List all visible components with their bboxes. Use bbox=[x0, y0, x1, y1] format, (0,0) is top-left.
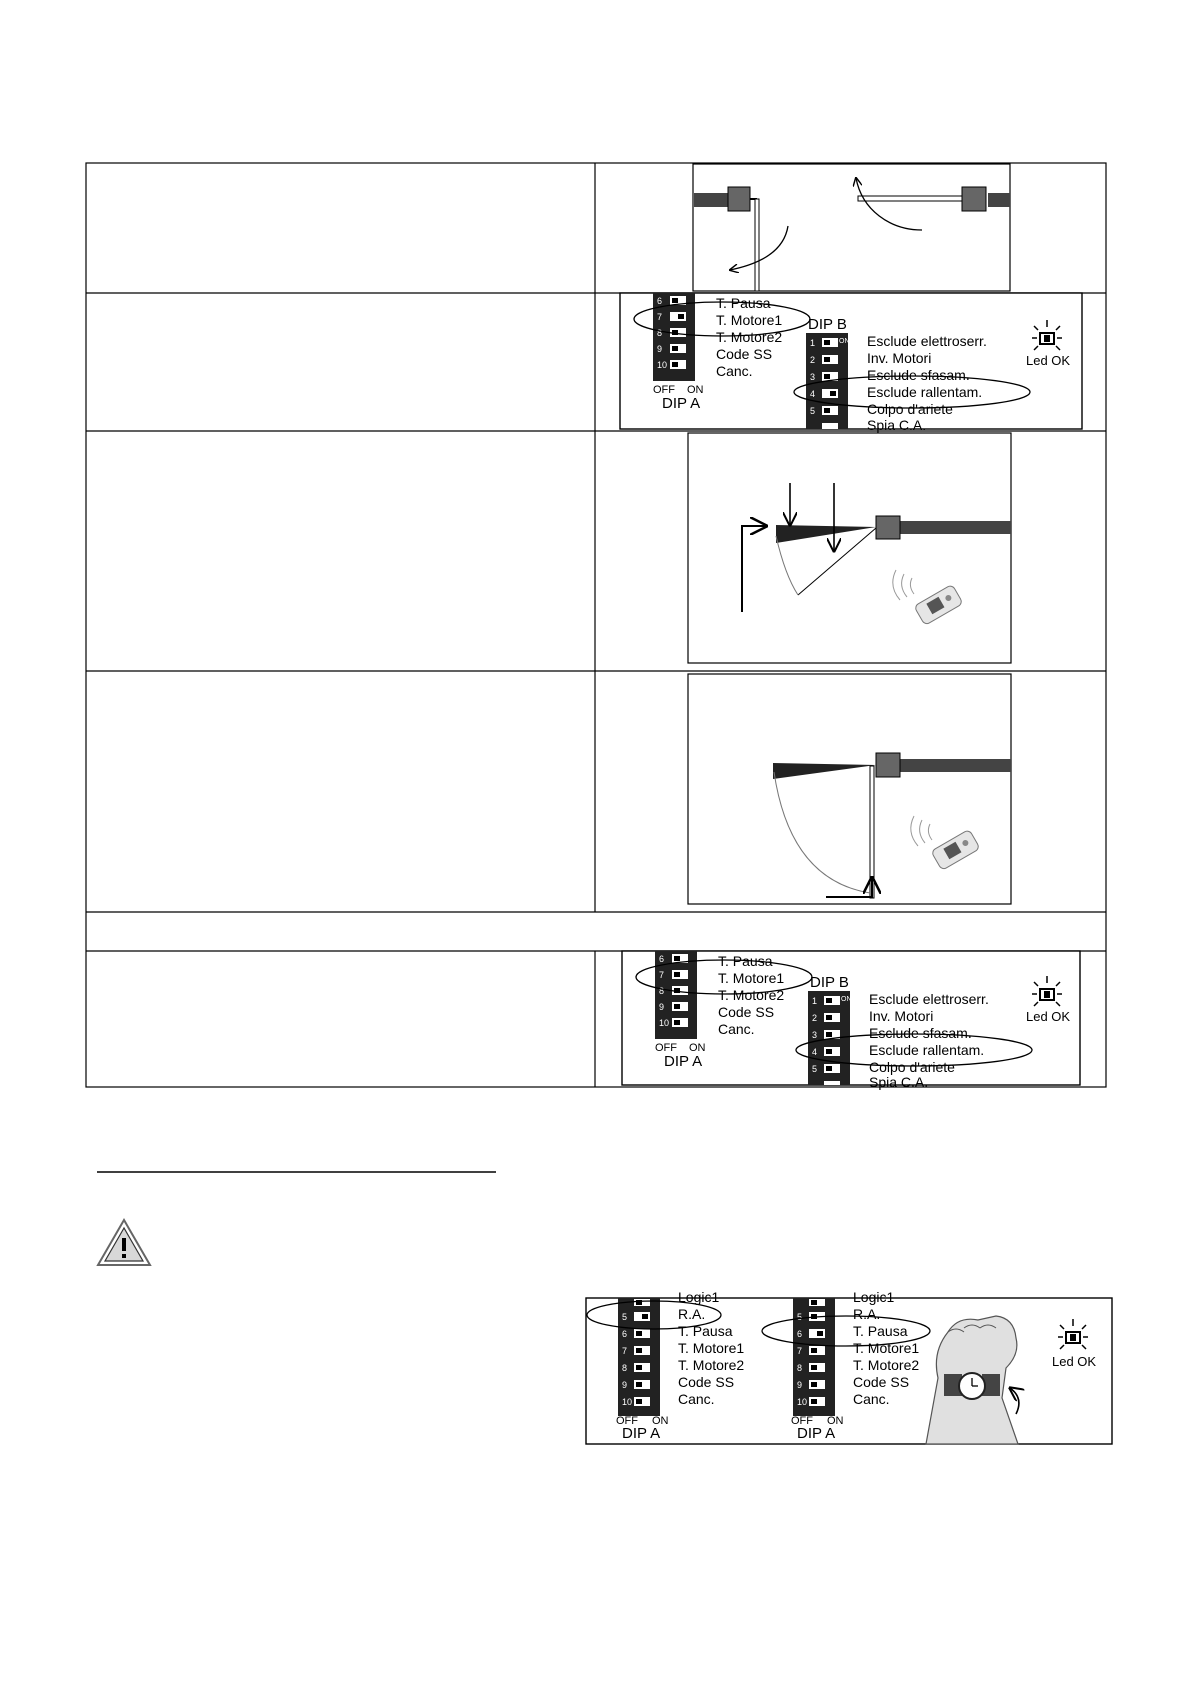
dip-num: 5 bbox=[622, 1312, 628, 1322]
dip-label: T. Pausa bbox=[853, 1323, 908, 1339]
dip-num: 8 bbox=[622, 1363, 628, 1373]
dip-label: Canc. bbox=[718, 1021, 755, 1037]
dip-num: 3 bbox=[812, 1030, 818, 1040]
on-label: ON bbox=[652, 1415, 669, 1427]
dip-num: 6 bbox=[657, 296, 663, 306]
dip-label: Logic1 bbox=[678, 1289, 720, 1305]
dip-label: T. Pausa bbox=[718, 953, 773, 969]
dip-label: T. Motore2 bbox=[853, 1357, 920, 1373]
dip-label: T. Motore1 bbox=[716, 312, 783, 328]
dip-num: 8 bbox=[797, 1363, 803, 1373]
dip-label: Canc. bbox=[678, 1391, 715, 1407]
gate-opening-diagram bbox=[693, 164, 1010, 291]
dip-label: T. Motore1 bbox=[853, 1340, 920, 1356]
warning-triangle-icon bbox=[98, 1220, 150, 1265]
dip-num: 5 bbox=[797, 1312, 803, 1322]
dip-num: 9 bbox=[657, 344, 663, 354]
dip-num: 8 bbox=[657, 328, 663, 338]
dip-label: Canc. bbox=[853, 1391, 890, 1407]
dip-num: 6 bbox=[659, 954, 665, 964]
dip-label: Code SS bbox=[853, 1374, 910, 1390]
dip-label: T. Motore2 bbox=[718, 987, 785, 1003]
dip-label: Inv. Motori bbox=[867, 350, 932, 366]
dip-num: 1 bbox=[812, 996, 818, 1006]
dip-a-title: DIP A bbox=[797, 1425, 836, 1442]
dip-num: 7 bbox=[797, 1346, 803, 1356]
led-ok-label: Led OK bbox=[1026, 1009, 1071, 1024]
dip-label: T. Motore2 bbox=[716, 329, 783, 345]
dip-num: 5 bbox=[810, 406, 816, 416]
dip-num: 7 bbox=[659, 970, 665, 980]
dip-a-title: DIP A bbox=[664, 1053, 703, 1070]
dip-a-title: DIP A bbox=[662, 395, 701, 412]
dip-num: 4 bbox=[812, 1047, 818, 1057]
on-label: ON bbox=[827, 1415, 844, 1427]
dip-b-title: DIP B bbox=[808, 316, 847, 333]
dip-num: 10 bbox=[622, 1397, 633, 1407]
dip-b-title: DIP B bbox=[810, 974, 849, 991]
on-mark: ON bbox=[839, 338, 850, 345]
led-ok-label: Led OK bbox=[1052, 1354, 1097, 1369]
dip-label: Code SS bbox=[718, 1004, 775, 1020]
dip-num: 2 bbox=[810, 355, 816, 365]
dip-panel-2 bbox=[622, 951, 1080, 1090]
dip-num: 10 bbox=[797, 1397, 808, 1407]
dip-num: 7 bbox=[622, 1346, 628, 1356]
led-ok-label: Led OK bbox=[1026, 353, 1071, 368]
dip-num: 5 bbox=[812, 1064, 818, 1074]
on-label: ON bbox=[687, 384, 704, 396]
dip-label: Esclude sfasam. bbox=[867, 367, 970, 383]
dip-num: 2 bbox=[812, 1013, 818, 1023]
on-mark: ON bbox=[841, 996, 852, 1003]
dip-num: 6 bbox=[622, 1329, 628, 1339]
gate-closing-diagram-1 bbox=[688, 433, 1011, 663]
dip-num: 9 bbox=[659, 1002, 665, 1012]
off-label: OFF bbox=[655, 1042, 677, 1054]
dip-panel-1 bbox=[620, 293, 1082, 433]
dip-label: T. Pausa bbox=[716, 295, 771, 311]
dip-label: Code SS bbox=[716, 346, 773, 362]
dip-label: Esclude rallentam. bbox=[867, 384, 983, 400]
dip-num: 10 bbox=[659, 1018, 670, 1028]
dip-num: 8 bbox=[659, 986, 665, 996]
dip-label: R.A. bbox=[678, 1306, 706, 1322]
dip-label: Esclude elettroserr. bbox=[869, 991, 989, 1007]
dip-label: R.A. bbox=[853, 1306, 881, 1322]
dip-a-title: DIP A bbox=[622, 1425, 661, 1442]
dip-num: 7 bbox=[657, 312, 663, 322]
on-label: ON bbox=[689, 1042, 706, 1054]
dip-num: 6 bbox=[797, 1329, 803, 1339]
dip-num: 1 bbox=[810, 338, 816, 348]
dip-label: Canc. bbox=[716, 363, 753, 379]
dip-label: Esclude elettroserr. bbox=[867, 333, 987, 349]
dip-label: Spia C.A. bbox=[867, 417, 927, 433]
dip-label: Colpo d'ariete bbox=[869, 1059, 955, 1075]
dip-label: T. Pausa bbox=[678, 1323, 733, 1339]
dip-label: Spia C.A. bbox=[869, 1074, 929, 1090]
dip-num: 9 bbox=[622, 1380, 628, 1390]
dip-label: Inv. Motori bbox=[869, 1008, 934, 1024]
dip-label: Esclude rallentam. bbox=[869, 1042, 985, 1058]
dip-num: 3 bbox=[810, 372, 816, 382]
dip-num: 10 bbox=[657, 360, 668, 370]
off-label: OFF bbox=[791, 1415, 813, 1427]
off-label: OFF bbox=[616, 1415, 638, 1427]
dip-label: Esclude sfasam. bbox=[869, 1025, 972, 1041]
gate-closing-diagram-2 bbox=[688, 674, 1011, 904]
dip-label: Code SS bbox=[678, 1374, 735, 1390]
dip-label: T. Motore2 bbox=[678, 1357, 745, 1373]
dip-label: Logic1 bbox=[853, 1289, 895, 1305]
dip-num: 4 bbox=[810, 389, 816, 399]
dip-label: T. Motore1 bbox=[718, 970, 785, 986]
dip-num: 9 bbox=[797, 1380, 803, 1390]
dip-label: Colpo d'ariete bbox=[867, 401, 953, 417]
pause-time-panel bbox=[586, 1289, 1112, 1444]
off-label: OFF bbox=[653, 384, 675, 396]
dip-label: T. Motore1 bbox=[678, 1340, 745, 1356]
